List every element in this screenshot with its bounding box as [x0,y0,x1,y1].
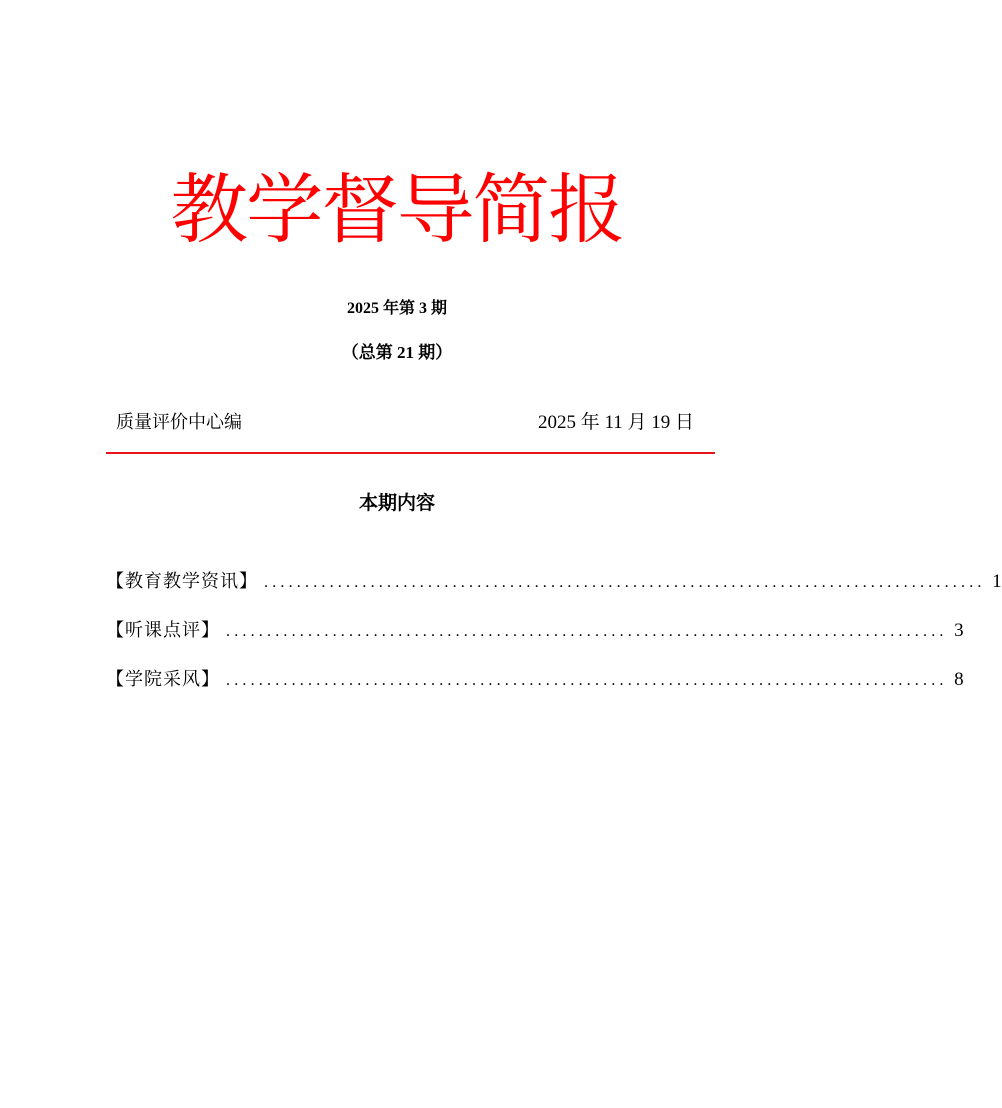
toc-item-lecture-review[interactable] [106,617,964,666]
issue-total-number: （总第 21 期） [341,343,453,362]
toc-item-page: 3 [954,620,964,641]
toc-leader-dots: ........................................................................................ [226,672,948,689]
toc-leader-dots: ........................................................................................ [264,574,986,591]
editor-line: 质量评价中心编 [116,412,242,433]
masthead-title: 教学督导简报 [170,165,624,254]
toc-item-title: 【学院采风】 [106,669,220,690]
toc-heading: 本期内容 [358,492,435,514]
issue-number: 2025 年第 3 期 [346,300,447,317]
header-divider [106,452,715,454]
publish-date: 2025 年 11 月 19 日 [537,412,694,433]
toc-item-education-news[interactable] [106,568,1002,617]
toc-item-title: 【教育教学资讯】 [106,571,258,592]
toc-leader-dots: ........................................................................................ [226,623,948,640]
table-of-contents [106,568,1002,715]
toc-item-page: 8 [954,669,964,690]
toc-item-page: 1 [992,571,1002,592]
toc-item-college-features[interactable] [106,666,964,715]
toc-item-title: 【听课点评】 [106,620,220,641]
